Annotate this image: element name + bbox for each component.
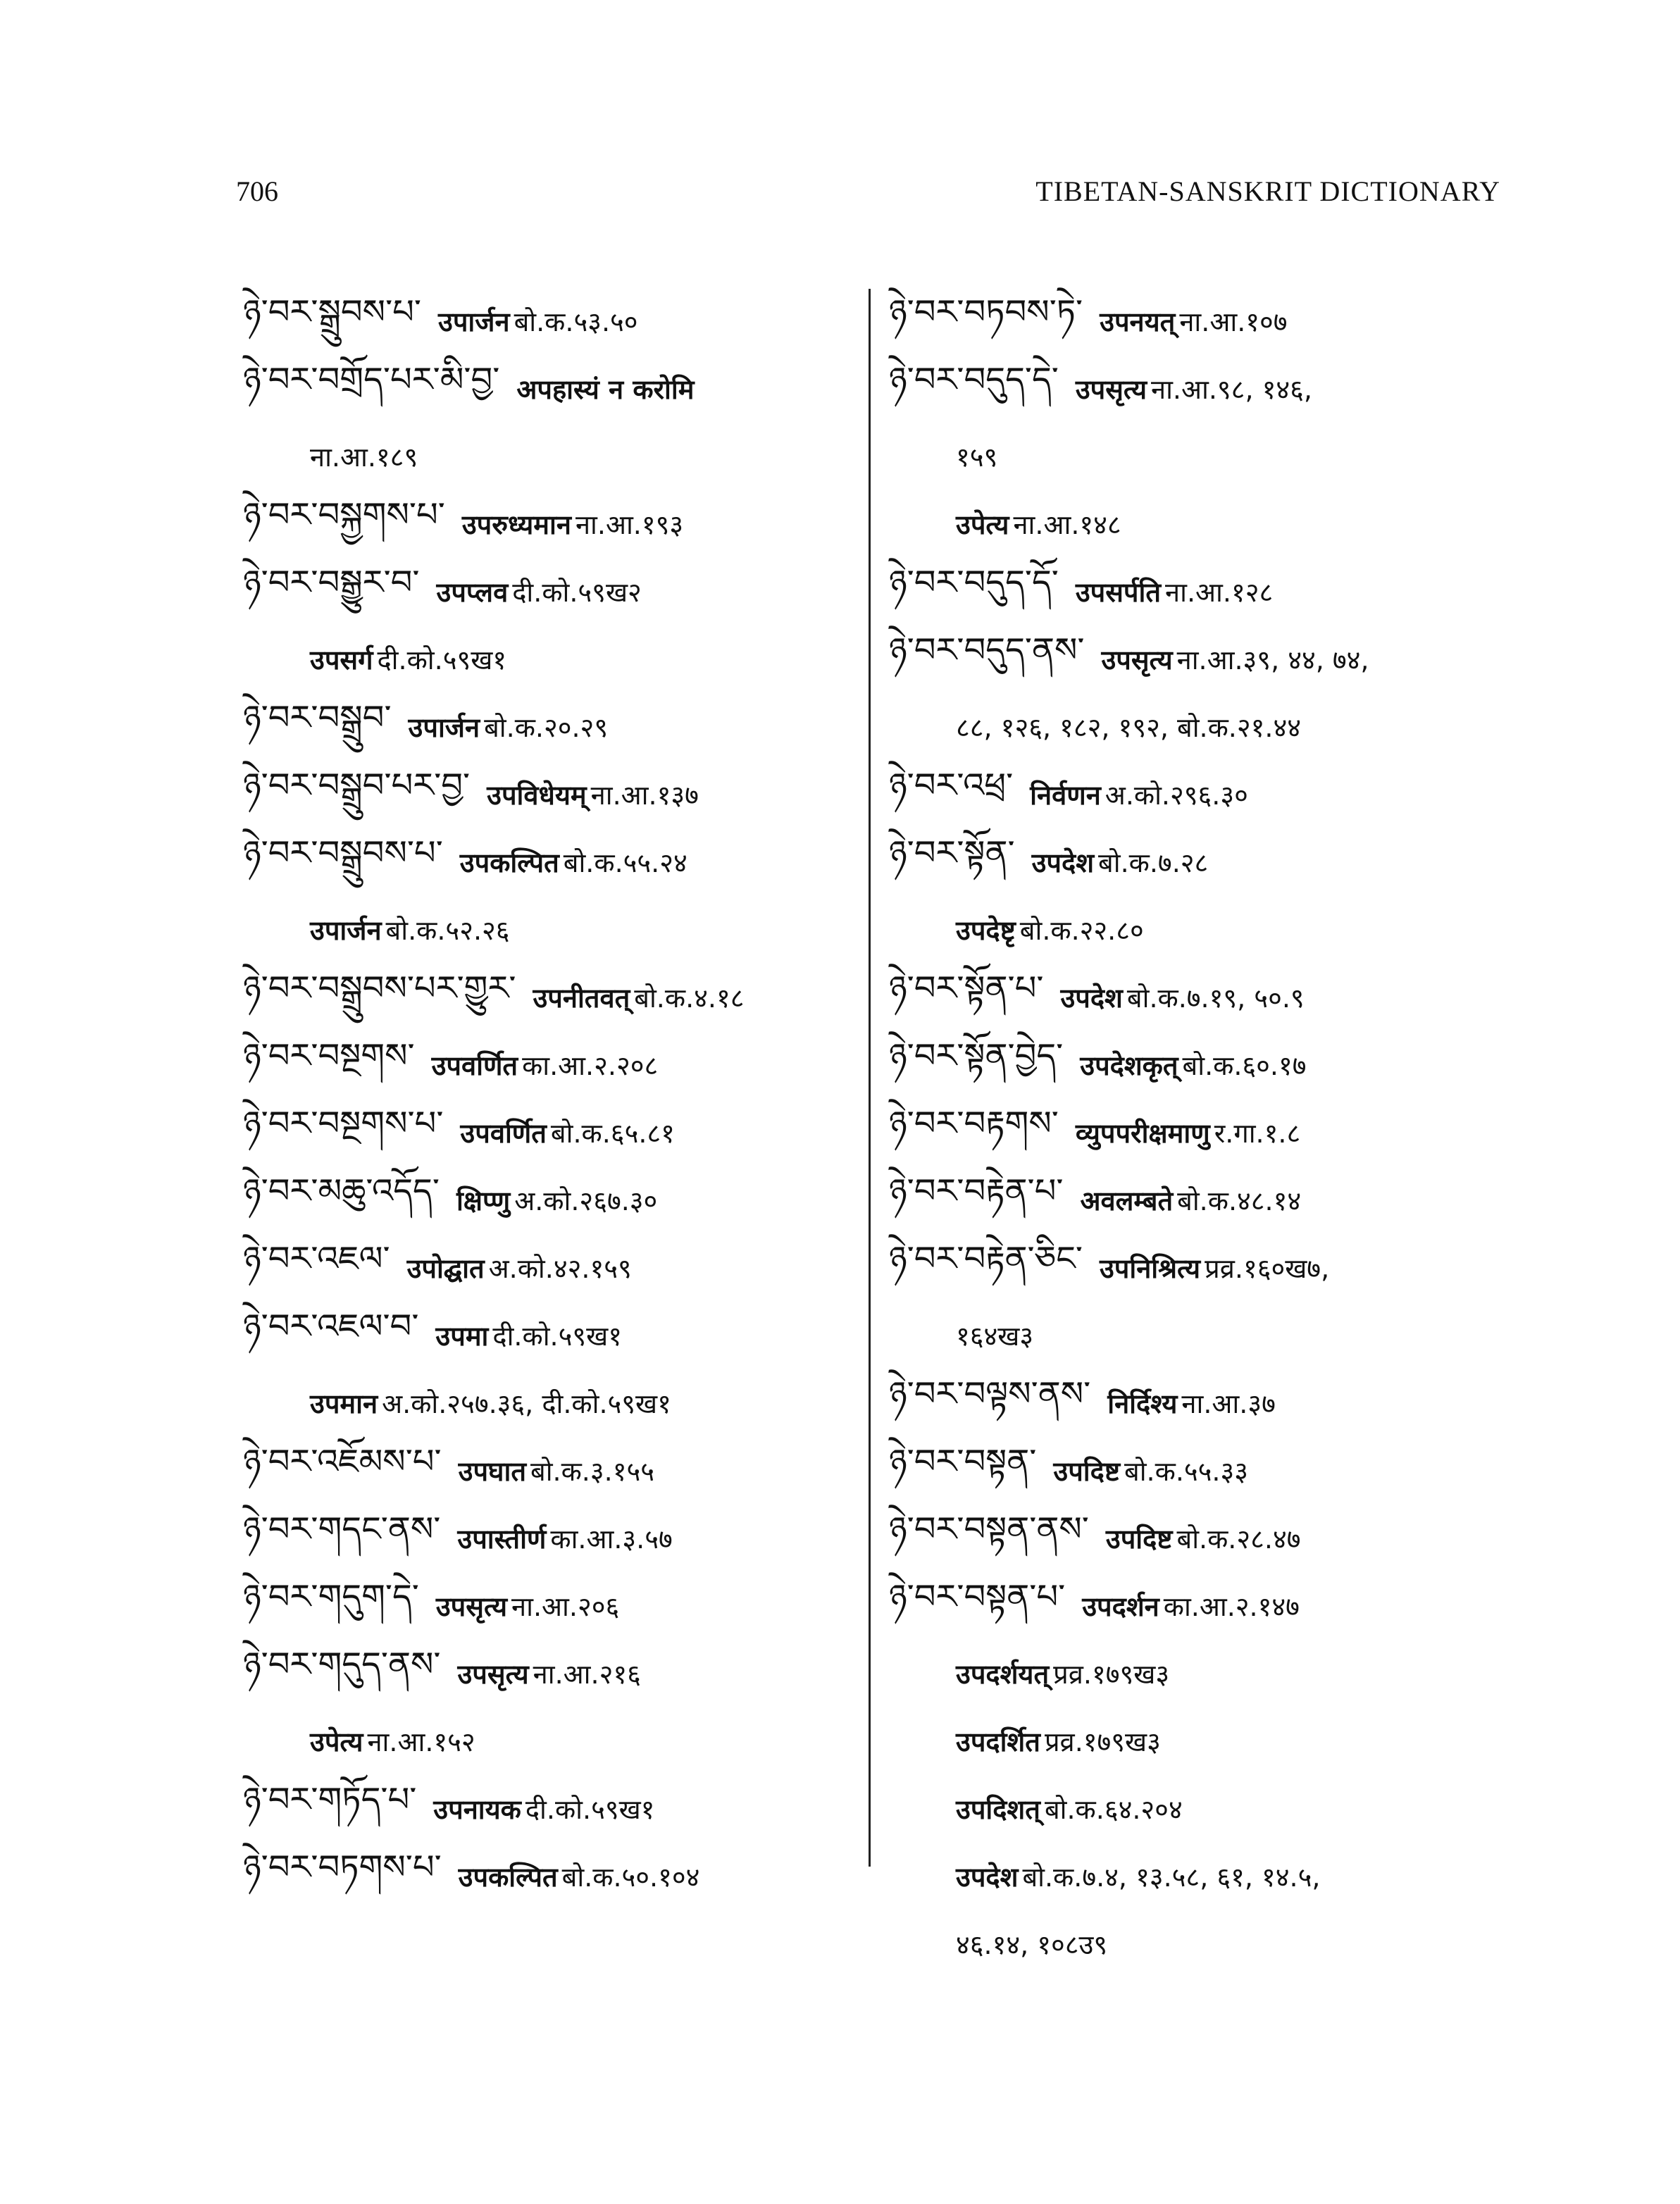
dictionary-entry [889, 1910, 1509, 1978]
source-reference: बो.क.५५.२४ [563, 847, 687, 878]
tibetan-headword: ཉེ་བར་སྒྲུབས་པ་ [243, 292, 422, 332]
source-reference: अ.को.२५७.३६, दी.को.५९ख१ [382, 1388, 671, 1419]
tibetan-headword: ཉེ་བར་བདུད་དོ་ [889, 562, 1059, 602]
source-reference: अ.को.२९६.३० [1105, 780, 1248, 811]
tibetan-headword: ཉེ་བར་གདང་ནས་ [243, 1509, 441, 1549]
source-reference: बो.क.७.२८ [1098, 847, 1209, 878]
tibetan-headword: ཉེ་བར་སྟོན་ [889, 833, 1015, 873]
dictionary-entry [889, 1572, 1509, 1640]
sanskrit-equivalent: उपदिशत् [956, 1794, 1040, 1825]
sanskrit-equivalent: उपसृत्य [1075, 374, 1147, 405]
tibetan-headword: ཉེ་བར་བསྟན་ནས་ [889, 1509, 1089, 1549]
tibetan-headword: ཉེ་བར་བགྲོད་པར་མི་བྱ་ [243, 359, 500, 399]
sanskrit-equivalent: व्युपपरीक्षमाणु [1075, 1118, 1210, 1149]
source-reference: अ.को.४२.१५९ [488, 1253, 632, 1284]
dictionary-entry [889, 828, 1509, 896]
tibetan-headword: ཉེ་བར་བསྐྱགས་པ་ [243, 494, 445, 535]
tibetan-headword: ཉེ་བར་བདུད་དེ་ [889, 359, 1059, 399]
source-reference: बो.क.२८.४७ [1176, 1524, 1301, 1555]
sanskrit-equivalent: उपसृत्य [1101, 645, 1173, 675]
sanskrit-equivalent: उपदेश [1031, 847, 1095, 878]
sanskrit-equivalent: उपसर्पति [1075, 577, 1162, 608]
source-reference: बो.क.५३.५० [514, 306, 638, 337]
source-reference: ना.आ.९८, १४६, [1151, 374, 1312, 405]
sanskrit-equivalent: उपनिश्रित्य [1099, 1253, 1201, 1284]
sanskrit-equivalent: उपवर्णित [431, 1050, 518, 1081]
source-reference: प्रव्र.१७९ख३ [1044, 1726, 1161, 1757]
dictionary-entry [243, 828, 856, 896]
source-reference: दी.को.५९ख१ [377, 645, 507, 675]
source-reference: बो.क.६५.८१ [550, 1118, 675, 1149]
sanskrit-equivalent: उपमान [310, 1388, 378, 1419]
tibetan-headword: ཉེ་བར་སྟོན་བྱེད་ [889, 1035, 1064, 1076]
dictionary-entry [243, 558, 856, 625]
sanskrit-equivalent: उपार्जन [310, 915, 382, 946]
source-reference: ना.आ.१५२ [367, 1726, 475, 1757]
right-column [889, 287, 1509, 1978]
sanskrit-equivalent: उपदर्शित [956, 1726, 1040, 1757]
sanskrit-equivalent: उपेत्य [310, 1726, 363, 1757]
source-reference: दी.को.५९ख२ [512, 577, 642, 608]
source-reference: ना.आ.१८९ [310, 442, 418, 473]
sanskrit-equivalent: उपकल्पित [459, 847, 559, 878]
tibetan-headword: ཉེ་བར་བསྒྲུབས་པར་གྱུར་ [243, 968, 516, 1008]
sanskrit-equivalent: उपरुध्यमान [461, 509, 571, 540]
source-reference: ४६.१४, १०८उ९ [956, 1929, 1108, 1960]
tibetan-headword: ཉེ་བར་བསྔགས་པ་ [243, 1103, 444, 1143]
source-reference: ८८, १२६, १८२, १९२, बो.क.२१.४४ [956, 712, 1301, 743]
sanskrit-equivalent: उपघात [458, 1456, 526, 1487]
sanskrit-equivalent: उपसृत्य [457, 1659, 529, 1690]
sanskrit-equivalent: उपसृत्य [435, 1591, 508, 1622]
tibetan-headword: ཉེ་བར་འཕྲ་ [889, 765, 1014, 805]
sanskrit-equivalent: उपार्जन [408, 712, 480, 743]
tibetan-headword: ཉེ་བར་བསྒྲུབ་པར་བྱ་ [243, 765, 471, 805]
source-reference: बो.क.५५.३३ [1124, 1456, 1249, 1487]
tibetan-headword: ཉེ་བར་བསྟན་པ་ [889, 1576, 1066, 1617]
source-reference: प्रव्र.१७९ख३ [1053, 1659, 1170, 1690]
tibetan-headword: ཉེ་བར་བརྟེན་པ་ [889, 1171, 1064, 1211]
sanskrit-equivalent: उपास्तीर्ण [457, 1524, 547, 1555]
source-reference: बो.क.४.१८ [634, 983, 745, 1014]
source-reference: बो.क.६०.१७ [1182, 1050, 1307, 1081]
sanskrit-equivalent: उपदिष्ट [1105, 1524, 1173, 1555]
dictionary-entry [889, 1707, 1509, 1775]
source-reference: ना.आ.१४८ [1013, 509, 1121, 540]
sanskrit-equivalent: उपदेशकृत् [1080, 1050, 1178, 1081]
tibetan-headword: ཉེ་བར་བདུད་ནས་ [889, 630, 1085, 670]
source-reference: १६४ख३ [956, 1321, 1034, 1352]
sanskrit-equivalent: उपमा [435, 1321, 489, 1352]
sanskrit-equivalent: अपहास्यं न करोमि [516, 374, 695, 405]
tibetan-headword: ཉེ་བར་བསྒྲུབས་པ་ [243, 833, 443, 873]
tibetan-headword: ཉེ་བར་བསྟན་ [889, 1441, 1037, 1481]
source-reference: बो.क.२०.२९ [484, 712, 609, 743]
sanskrit-equivalent: उपविधेयम् [487, 780, 587, 811]
sanskrit-equivalent: उपप्लव [436, 577, 509, 608]
source-reference: का.आ.३.५७ [550, 1524, 673, 1555]
sanskrit-equivalent: उपवर्णित [460, 1118, 547, 1149]
dictionary-entry [889, 355, 1509, 423]
sanskrit-equivalent: उपसर्ग [310, 645, 373, 675]
sanskrit-equivalent: उपदर्शन [1082, 1591, 1159, 1622]
sanskrit-equivalent: क्षिप्णु [456, 1185, 511, 1216]
dictionary-entry [889, 1775, 1509, 1843]
tibetan-headword: ཉེ་བར་བསྒྲུབ་ [243, 697, 392, 737]
tibetan-headword: ཉེ་བར་སྟོན་པ་ [889, 968, 1044, 1008]
source-reference: र.गा.१.८ [1214, 1118, 1301, 1149]
sanskrit-equivalent: उपदर्शयत् [956, 1659, 1050, 1690]
sanskrit-equivalent: उपार्जन [438, 306, 510, 337]
dictionary-entry [243, 355, 856, 423]
sanskrit-equivalent: उपदेश [956, 1862, 1019, 1893]
sanskrit-equivalent: उपेत्य [956, 509, 1009, 540]
tibetan-headword: ཉེ་བར་བལྟས་ནས་ [889, 1374, 1091, 1414]
sanskrit-equivalent: उपनीतवत् [533, 983, 630, 1014]
tibetan-headword: ཉེ་བར་གདུད་ནས་ [243, 1644, 441, 1684]
source-reference: प्रव्र.१६०ख७, [1205, 1253, 1330, 1284]
dictionary-entry [889, 1843, 1509, 1910]
page-header [0, 175, 1680, 217]
sanskrit-equivalent: उपकल्पित [458, 1862, 558, 1893]
left-column [243, 287, 856, 1910]
sanskrit-equivalent: उपदेष्टृ [956, 915, 1016, 946]
dictionary-entry [243, 1640, 856, 1707]
tibetan-headword: ཉེ་བར་བརྟེན་ཅིང་ [889, 1238, 1083, 1278]
tibetan-headword: ཉེ་བར་བཏབས་ཏེ་ [889, 292, 1083, 332]
source-reference: ना.आ.१२८ [1165, 577, 1274, 608]
dictionary-entry [243, 1302, 856, 1369]
source-reference: बो.क.५०.१०४ [561, 1862, 700, 1893]
tibetan-headword: ཉེ་བར་བཏགས་པ་ [243, 1847, 442, 1887]
dictionary-entry [889, 625, 1509, 693]
sanskrit-equivalent: उपदेश [1060, 983, 1123, 1014]
tibetan-headword: ཉེ་བར་འཇོམས་པ་ [243, 1441, 442, 1481]
source-reference: का.आ.२.२०८ [522, 1050, 659, 1081]
tibetan-headword: ཉེ་བར་བསྒྱུར་བ་ [243, 562, 420, 602]
source-reference: बो.क.४८.१४ [1177, 1185, 1302, 1216]
source-reference: दी.को.५९ख१ [525, 1794, 655, 1825]
source-reference: ना.आ.१३७ [590, 780, 699, 811]
sanskrit-equivalent: उपदिष्ट [1053, 1456, 1121, 1487]
source-reference: दी.को.५९ख१ [492, 1321, 622, 1352]
source-reference: बो.क.६४.२०४ [1044, 1794, 1183, 1825]
source-reference: बो.क.३.१५५ [530, 1456, 655, 1487]
source-reference: अ.को.२६७.३० [514, 1185, 658, 1216]
tibetan-headword: ཉེ་བར་གཏོད་པ་ [243, 1779, 417, 1819]
source-reference: का.आ.२.१४७ [1163, 1591, 1300, 1622]
tibetan-headword: ཉེ་བར་བསྔགས་ [243, 1035, 415, 1076]
source-reference: ना.आ.१९३ [575, 509, 684, 540]
source-reference: बो.क.७.४, १३.५८, ६१, १४.५, [1022, 1862, 1321, 1893]
tibetan-headword: ཉེ་བར་མཆུ་འདོད་ [243, 1171, 440, 1211]
dictionary-entry [889, 1234, 1509, 1302]
sanskrit-equivalent: उपोद्घात [406, 1253, 485, 1284]
column-divider [869, 289, 871, 1867]
tibetan-headword: ཉེ་བར་གདུག་དེ་ [243, 1576, 419, 1617]
sanskrit-equivalent: उपनयत् [1100, 306, 1176, 337]
sanskrit-equivalent: अवलम्बते [1080, 1185, 1174, 1216]
source-reference: ना.आ.२०६ [511, 1591, 620, 1622]
source-reference: बो.क.२२.८० [1019, 915, 1144, 946]
running-title: TIBETAN-SANSKRIT DICTIONARY [1035, 175, 1500, 207]
tibetan-headword: ཉེ་བར་བརྟགས་ [889, 1103, 1059, 1143]
tibetan-headword: ཉེ་བར་འཇལ་བ་ [243, 1306, 419, 1346]
source-reference: १५९ [956, 442, 998, 473]
tibetan-headword: ཉེ་བར་འཇལ་ [243, 1238, 390, 1278]
source-reference: ना.आ.३७ [1181, 1388, 1276, 1419]
page-number: 706 [236, 175, 278, 207]
sanskrit-equivalent: निर्दिश्य [1107, 1388, 1178, 1419]
source-reference: ना.आ.२१६ [533, 1659, 641, 1690]
source-reference: ना.आ.३९, ४४, ७४, [1176, 645, 1369, 675]
dictionary-entry [243, 1843, 856, 1910]
sanskrit-equivalent: निर्वणन [1030, 780, 1101, 811]
source-reference: ना.आ.१०७ [1179, 306, 1288, 337]
sanskrit-equivalent: उपनायक [433, 1794, 521, 1825]
source-reference: बो.क.७.१९, ५०.९ [1126, 983, 1305, 1014]
source-reference: बो.क.५२.२६ [385, 915, 510, 946]
